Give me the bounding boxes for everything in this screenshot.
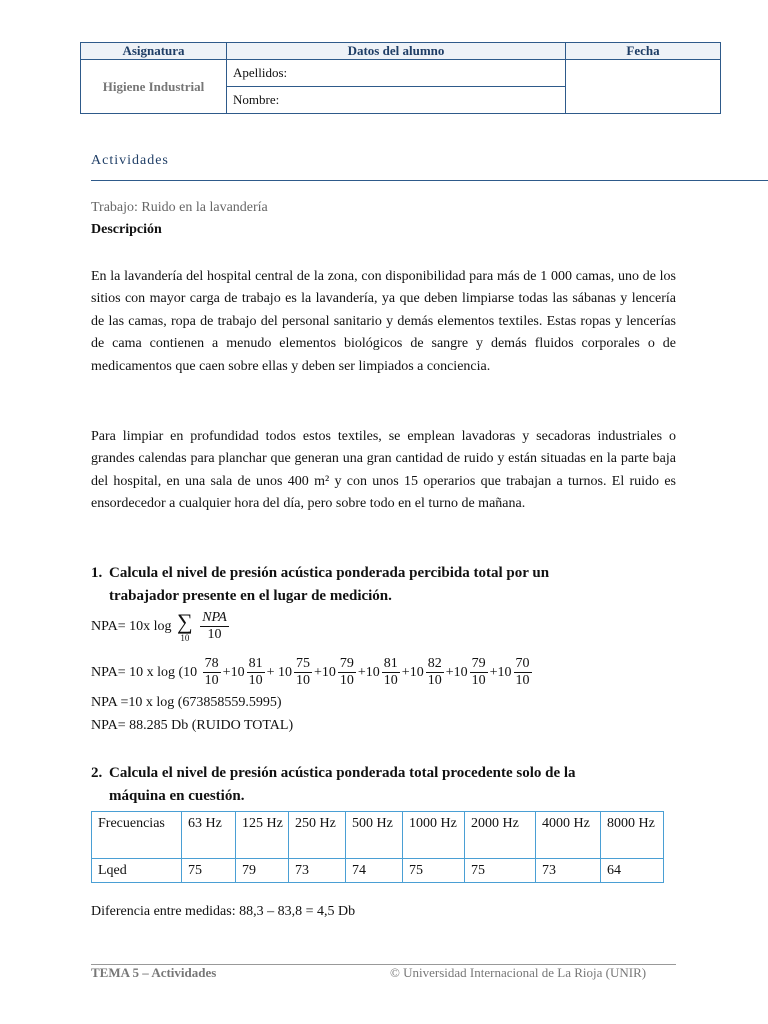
- frequency-cell: 125 Hz: [236, 812, 289, 859]
- paragraph-1: En la lavandería del hospital central de la zona, con disponibilidad para más de 1 000 camas, uno de los sitios con mayor carga de trabajo es la lavandería, ya que deben limpiarse todas las sábanas y lencería de las camas, ropa de trabajo del personal sanitario y demás elementos textiles. Estas ropas y lencerías de cama contienen a menudo elementos biológicos de sangre y demás fluidos corporales o de medicamentos que caen sobre ellas y deben ser limpiados a conciencia.: [91, 269, 676, 374]
- expansion-fraction: $\frac{81}{10}$: [248, 656, 263, 688]
- frequency-cell: 4000 Hz: [536, 812, 601, 859]
- paragraph-2: Para limpiar en profundidad todos estos textiles, se emplean lavadoras y secadoras industriales o grandes calendas para planchar que generan una gran cantidad de ruido y están situadas en la parte baja del hospital, en una sala de unos 400 m² y con unos 15 operarios que trabajan a turnos. El ruido es ensordecedor a cualquier hora del día, pero sobre todo en el turno de mañana.: [91, 429, 676, 512]
- lqed-cell: 73: [536, 859, 601, 883]
- expansion-fraction: $\frac{75}{10}$: [295, 656, 310, 688]
- header-student-label: Datos del alumno: [227, 43, 566, 60]
- expansion-operator: +10: [222, 664, 245, 680]
- expansion-operator: +10: [357, 664, 380, 680]
- expansion-fraction: $\frac{82}{10}$: [427, 656, 442, 688]
- header-table: [80, 42, 721, 114]
- frequency-cell: 63 Hz: [182, 812, 236, 859]
- formula-fraction: $\frac{\text{NPA}}{10}$: [202, 610, 227, 642]
- formula-expansion: [91, 656, 534, 689]
- expansion-fraction: $\frac{81}{10}$: [383, 656, 398, 688]
- surname-field[interactable]: Apellidos:: [227, 60, 566, 87]
- frequency-cell: 250 Hz: [289, 812, 346, 859]
- expansion-operator: +10: [445, 664, 468, 680]
- expansion-fraction: $\frac{79}{10}$: [471, 656, 486, 688]
- question-2-number: 2.: [91, 765, 103, 781]
- formula-total-noise: NPA= 88.285 Db (RUIDO TOTAL): [91, 718, 294, 733]
- expansion-prefix: NPA= 10 x log (10: [91, 664, 198, 680]
- sum-index: 10: [180, 632, 190, 643]
- frequency-cell: 2000 Hz: [465, 812, 536, 859]
- formula-prefix: NPA= 10x log: [91, 618, 172, 634]
- work-title: Trabajo: Ruido en la lavandería: [91, 200, 268, 215]
- frequency-cell: 1000 Hz: [403, 812, 465, 859]
- expansion-fraction: $\frac{79}{10}$: [339, 656, 354, 688]
- question-2-line1: Calcula el nivel de presión acústica ponderada total procedente solo de la: [109, 765, 576, 781]
- subject-value: Higiene Industrial: [81, 60, 227, 114]
- lqed-cell: 75: [465, 859, 536, 883]
- formula-npa-definition: [91, 610, 231, 643]
- expansion-operator: +10: [489, 664, 512, 680]
- question-2: [91, 762, 676, 808]
- footer-topic: TEMA 5 – Actividades: [91, 965, 217, 980]
- frequency-cell: 500 Hz: [346, 812, 403, 859]
- question-1: [91, 562, 676, 608]
- lqed-row-label: Lqed: [92, 859, 182, 883]
- frequency-table: [91, 811, 664, 883]
- question-1-line1: Calcula el nivel de presión acústica ponderada percibida total por un: [109, 565, 550, 581]
- lqed-cell: 79: [236, 859, 289, 883]
- frequency-cell: 8000 Hz: [601, 812, 664, 859]
- frequency-row-label: Frecuencias: [92, 812, 182, 859]
- lqed-cell: 75: [403, 859, 465, 883]
- section-divider: [91, 180, 768, 181]
- expansion-operator: + 10: [266, 664, 292, 680]
- lqed-cell: 75: [182, 859, 236, 883]
- lqed-cell: 74: [346, 859, 403, 883]
- expansion-fraction: $\frac{70}{10}$: [515, 656, 530, 688]
- formula-log-result: NPA =10 x log (673858559.5995): [91, 695, 282, 710]
- date-field[interactable]: [566, 60, 721, 114]
- question-1-number: 1.: [91, 565, 103, 581]
- sum-symbol: ∑: [177, 608, 193, 634]
- description-heading: Descripción: [91, 222, 162, 237]
- footer-copyright: © Universidad Internacional de La Rioja (UNIR): [390, 965, 647, 980]
- lqed-cell: 64: [601, 859, 664, 883]
- question-1-line2: trabajador presente en el lugar de medición.: [109, 588, 392, 604]
- difference-line: Diferencia entre medidas: 88,3 – 83,8 = 4,5 Db: [91, 904, 356, 919]
- section-title: Actividades: [91, 153, 169, 168]
- expansion-operator: +10: [313, 664, 336, 680]
- question-2-line2: máquina en cuestión.: [109, 788, 245, 804]
- expansion-fraction: $\frac{78}{10}$: [204, 656, 219, 688]
- header-subject-label: Asignatura: [81, 43, 227, 60]
- name-field[interactable]: Nombre:: [227, 87, 566, 114]
- expansion-operator: +10: [401, 664, 424, 680]
- lqed-cell: 73: [289, 859, 346, 883]
- header-date-label: Fecha: [566, 43, 721, 60]
